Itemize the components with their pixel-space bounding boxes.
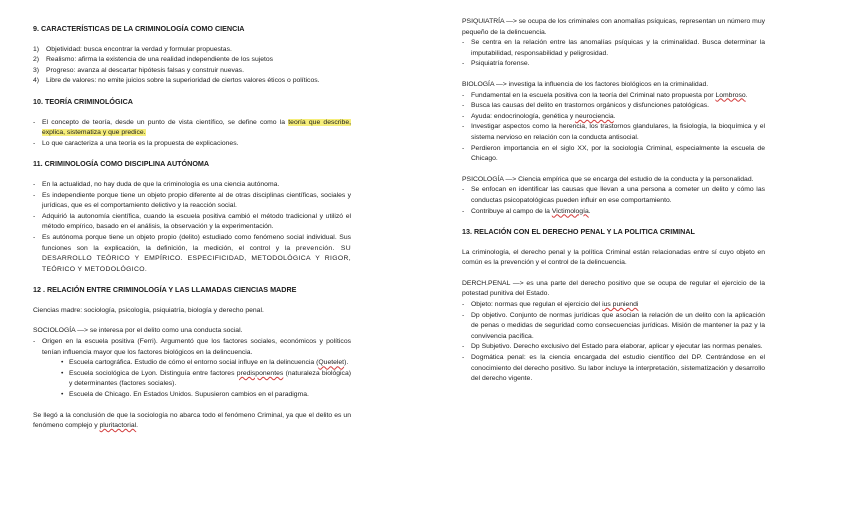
list-item: - Objeto: normas que regulan el ejercicio del ius puniendi: [462, 300, 765, 311]
section-9-title: 9. CARACTERÍSTICAS DE LA CRIMINOLOGÍA COMO CIENCIA: [33, 24, 245, 33]
list-item: - Dogmática penal: es la ciencia encargada del estudio científico del DP. Centrándose en el conocimiento del derecho positivo. Su labor incluye la interpretación, sistematización y desarrollo del derecho vigente.: [462, 353, 765, 385]
list-item: - Dp Subjetivo. Derecho exclusivo del Estado para elaborar, aplicar y ejecutar las normas penales.: [462, 342, 765, 353]
left-column: [33, 24, 351, 432]
list-item: • Escuela sociológica de Lyon. Distinguía entre factores predisponentes (naturaleza biológica) y determinantes (factores sociales).: [61, 369, 351, 390]
list-item: - El concepto de teoría, desde un punto de vista científico, se define como la teoría que describe, explica, sistematiza y que predice.: [33, 118, 351, 139]
section-9-list: [33, 45, 351, 87]
sociologia-sublist: [33, 358, 351, 400]
right-column: [462, 17, 765, 385]
section-10-title: 10. TEORÍA CRIMINOLÓGICA: [33, 96, 133, 106]
list-item: - Busca las causas del delito en trastornos orgánicos y disfunciones patológicas.: [462, 101, 765, 112]
section-13-paragraph: La criminología, el derecho penal y la política Criminal están relacionadas entre sí cuyo objeto en común es la prevención y el control de la delincuencia.: [462, 248, 765, 267]
list-item: - Lo que caracteriza a una teoría es la propuesta de explicaciones.: [33, 139, 351, 150]
biologia-intro: BIOLOGÍA —> investiga la influencia de los factores biológicos en la criminalidad.: [462, 80, 709, 88]
list-item: - Es independiente porque tiene un objeto propio diferente al de otras disciplinas científicas, sociales y jurídicas, que es el comportamiento delictivo y la reacción social.: [33, 191, 351, 212]
sociologia-list: [33, 337, 351, 358]
list-item: - Psiquiatría forense.: [462, 59, 765, 70]
list-item: - Investigar aspectos como la herencia, los trastornos glandulares, la fisiología, la bioquímica y el sistema nervioso en relación con la conducta antisocial.: [462, 122, 765, 143]
section-13-title: 13. RELACIÓN CON EL DERECHO PENAL Y LA POLITICA CRIMINAL: [462, 227, 695, 237]
list-item: • Escuela de Chicago. En Estados Unidos. Supusieron cambios en el paradigma.: [61, 390, 351, 401]
derecho-penal-list: [462, 300, 765, 385]
list-item: - Perdieron importancia en el siglo XX, por la sociología Criminal, especialmente la escuela de Chicago.: [462, 144, 765, 165]
list-item: - Adquirió la autonomía científica, cuando la escuela positiva cambió el método tradicional y utilizó el método empírico, basado en el análisis, la observación y la experimentación.: [33, 212, 351, 233]
section-11-title: 11. CRIMINOLOGÍA COMO DISCIPLINA AUTÓNOMA: [33, 159, 210, 169]
list-item: 2) Realismo: afirma la existencia de una realidad independiente de los sujetos: [33, 56, 274, 64]
psicologia-list: [462, 185, 765, 217]
psicologia-intro: PSICOLOGÍA —> Ciencia empírica que se encarga del estudio de la conducta y la personalidad.: [462, 175, 754, 183]
list-item: 1) Objetividad: busca encontrar la verdad y formular propuestas.: [33, 45, 232, 53]
derecho-penal-intro: DERCH.PENAL —> es una parte del derecho positivo que se ocupa de regular el ejercicio de la potestad punitiva del Estado.: [462, 279, 765, 298]
list-item: - En la actualidad, no hay duda de que la criminología es una ciencia autónoma.: [33, 180, 351, 191]
sociologia-conclusion: Se llegó a la conclusión de que la sociología no abarca todo el fenómeno Criminal, ya que el delito es un fenómeno complejo y pluritactorial.: [33, 411, 351, 430]
list-item: - Es autónoma porque tiene un objeto propio (delito) estudiado como fenómeno social individual. Sus funciones son la explicación, la definición, la medición, el control y la prevención. SU DESARROLLO TEÓRICO Y EMPÍRICO. ESPECIFICIDAD, METODOLÓGICA Y RIGOR, TEÓRICO Y METODOLÓGICO.: [33, 233, 351, 275]
section-11-list: [33, 180, 351, 275]
list-item: - Contribuye al campo de la Victimología.: [462, 207, 765, 218]
list-item: - Dp objetivo. Conjunto de normas jurídicas que asocian la relación de un delito con la aplicación de penas o medidas de seguridad como consecuencias jurídicas. Misión de mantener la paz y la convivencia pacífica.: [462, 311, 765, 343]
list-item: - Fundamental en la escuela positiva con la teoría del Criminal nato propuesta por Lombroso.: [462, 91, 765, 102]
ciencias-madre-text: Ciencias madre: sociología, psicología, psiquiatría, biología y derecho penal.: [33, 306, 264, 314]
list-item: - Se enfocan en identificar las causas que llevan a una persona a cometer un delito y cómo las conductas psicopatológicas pueden influir en ese comportamiento.: [462, 185, 765, 206]
list-item: 4) Libre de valores: no emite juicios sobre la superioridad de ciertos valores éticos o políticos.: [33, 77, 320, 85]
psiquiatria-intro: PSIQUIATRÍA —> se ocupa de los criminales con anomalías psíquicas, representan un número muy pequeño de la delincuencia.: [462, 18, 765, 36]
list-item: 3) Progreso: avanza al descartar hipótesis falsas y construir nuevas.: [33, 66, 244, 74]
list-item: - Se centra en la relación entre las anomalías psíquicas y la criminalidad. Busca determinar la imputabilidad, responsabilidad y peligrosidad.: [462, 38, 765, 59]
list-item: - Origen en la escuela positiva (Ferri). Argumentó que los factores sociales, económicos y políticos tenían influencia mayor que los factores biológicos en la delincuencia.: [33, 337, 351, 358]
section-12-title: 12 . RELACIÓN ENTRE CRIMINOLOGÍA Y LAS LLAMADAS CIENCIAS MADRE: [33, 285, 297, 295]
list-item: - Ayuda: endocrinología, genética y neurociencia.: [462, 112, 765, 123]
biologia-list: [462, 91, 765, 165]
highlighted-text: teoría que describe, explica, sistematiza y que predice.: [42, 118, 352, 137]
section-10-list: [33, 118, 351, 150]
sociologia-intro: SOCIOLOGÍA —> se interesa por el delito como una conducta social.: [33, 327, 243, 335]
psiquiatria-list: [462, 38, 765, 70]
list-item: • Escuela cartográfica. Estudio de cómo el entorno social influye en la delincuencia (Quetelet).: [61, 358, 351, 369]
